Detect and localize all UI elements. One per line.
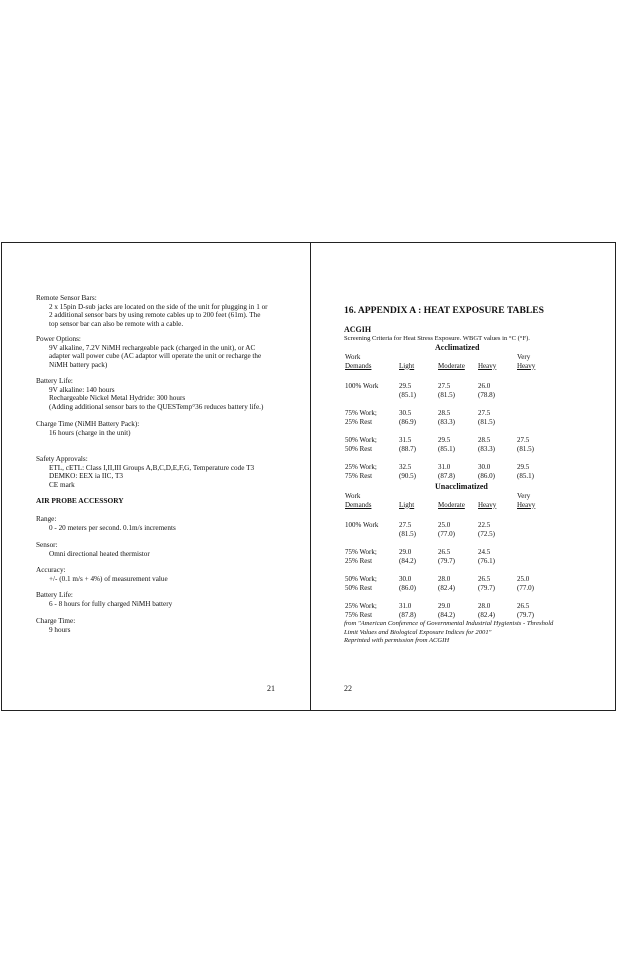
text-line: 2 additional sensor bars by using remote cables up to 200 feet (61m). The: [49, 311, 261, 319]
acclimatized-table: [345, 353, 595, 480]
section-title: Charge Time (NiMH Battery Pack):: [36, 420, 140, 428]
text-line: adapter wall power cube (AC adaptor will operate the unit or recharge the: [49, 352, 262, 360]
unacclimatized-table: [345, 492, 595, 619]
table-header: [345, 492, 595, 511]
charge2-section: [36, 617, 291, 634]
text-line: (Adding additional sensor bars to the QUESTemp°36 reduces battery life.): [49, 402, 264, 411]
page-number: 22: [344, 684, 352, 693]
table-row: 50% Work; 50% Rest 30.0 (86.0) 28.0 (82.4) 26.5 (79.7) 25.0 (77.0): [345, 575, 534, 592]
air-probe-heading: AIR PROBE ACCESSORY: [36, 496, 124, 505]
section-title: Power Options:: [36, 335, 81, 343]
text-line: Omni directional heated thermistor: [49, 549, 150, 558]
citation-line: Reprinted with permission from ACGIH: [344, 637, 450, 644]
section-title: Battery Life:: [36, 377, 73, 385]
header-light: Light: [399, 500, 415, 509]
sensor-section: [36, 541, 291, 558]
text-line: CE mark: [49, 480, 75, 489]
table-row: 100% Work 27.5 (81.5) 25.0 (77.0) 22.5 (72.5): [345, 521, 495, 538]
section-title: Charge Time:: [36, 617, 76, 625]
accuracy-section: [36, 566, 291, 583]
unacclimatized-title: Unacclimatized: [435, 482, 488, 491]
section-title: Range:: [36, 515, 57, 523]
header-heavy: Heavy: [478, 500, 497, 509]
header-moderate: Moderate: [438, 361, 465, 370]
text-line: 0 - 20 meters per second. 0.1m/s increments: [49, 523, 176, 532]
page-number: 21: [267, 684, 275, 693]
header-work: Work Demands: [345, 353, 372, 370]
section-title: Battery Life:: [36, 591, 73, 599]
table-row: 100% Work 29.5 (85.1) 27.5 (81.5) 26.0 (78.8): [345, 382, 495, 399]
section-body: [36, 344, 291, 370]
text-line: 6 - 8 hours for fully charged NiMH battery: [49, 599, 173, 608]
section-title: Sensor:: [36, 541, 58, 549]
acgih-heading: ACGIH: [344, 325, 372, 334]
section-body: [36, 386, 291, 412]
text-line: Rechargeable Nickel Metal Hydride: 300 hours: [49, 394, 186, 402]
header-moderate: Moderate: [438, 500, 465, 509]
table-row: 75% Work; 25% Rest 30.5 (86.9) 28.5 (83.3) 27.5 (81.5): [345, 409, 495, 426]
table-row: 50% Work; 50% Rest 31.5 (88.7) 29.5 (85.1) 28.5 (83.3) 27.5 (81.5): [345, 436, 534, 453]
text-line: ETL, cETL: Class I,II,III Groups A,B,C,D,E,F,G, Temperature code T3: [49, 463, 255, 472]
citation: [344, 620, 594, 646]
table-header: [345, 353, 595, 372]
text-line: 9 hours: [49, 625, 71, 634]
text-line: +/- (0.1 m/s + 4%) of measurement value: [49, 574, 168, 583]
header-work: Work Demands: [345, 492, 372, 509]
battery2-section: [36, 591, 291, 608]
acclimatized-title: Acclimatized: [435, 343, 480, 352]
section-title: Accuracy:: [36, 566, 66, 574]
section-title: Safety Approvals:: [36, 455, 88, 463]
appendix-heading: 16. APPENDIX A : HEAT EXPOSURE TABLES: [344, 305, 545, 316]
text-line: top sensor bar can also be remote with a cable.: [49, 319, 184, 328]
text-line: NiMH battery pack): [49, 360, 108, 369]
document-spread: [1, 242, 616, 711]
power-section: [36, 335, 291, 369]
section-body: [36, 429, 291, 438]
text-line: 16 hours (charge in the unit): [49, 428, 131, 437]
text-line: 2 x 15pin D-sub jacks are located on the side of the unit for plugging in 1 or: [49, 302, 268, 311]
citation-line: Limit Values and Biological Exposure Indices for 2001": [344, 628, 492, 636]
battery-section: [36, 377, 291, 411]
criteria-text: Screening Criteria for Heat Stress Exposure. WBGT values in °C (°F).: [344, 335, 530, 342]
safety-section: [36, 455, 291, 489]
header-very-heavy: Very Heavy: [517, 353, 536, 370]
text-line: 9V alkaline: 140 hours: [49, 385, 115, 394]
text-line: DEMKO: EEX ia IIC, T3: [49, 472, 123, 480]
table-row: 25% Work; 75% Rest 32.5 (90.5) 31.0 (87.8) 30.0 (86.0) 29.5 (85.1): [345, 463, 534, 480]
text-line: 9V alkaline, 7.2V NiMH rechargeable pack (charged in the unit), or AC: [49, 343, 256, 352]
remote-sensor-section: [36, 294, 291, 328]
citation-line: from "American Conference of Governmental Industrial Hygienists - Threshold: [344, 620, 554, 627]
table-row: 25% Work; 75% Rest 31.0 (87.8) 29.0 (84.2) 28.0 (82.4) 26.5 (79.7): [345, 602, 534, 619]
header-very-heavy: Very Heavy: [517, 492, 536, 509]
range-section: [36, 515, 291, 532]
header-heavy: Heavy: [478, 361, 497, 370]
header-light: Light: [399, 361, 415, 370]
section-body: [36, 303, 291, 329]
section-body: [36, 464, 291, 490]
page-22: [311, 243, 616, 710]
table-row: 75% Work; 25% Rest 29.0 (84.2) 26.5 (79.7) 24.5 (76.1): [345, 548, 495, 565]
page-21: [2, 243, 310, 710]
charge-section: [36, 420, 291, 437]
section-title: Remote Sensor Bars:: [36, 294, 97, 302]
